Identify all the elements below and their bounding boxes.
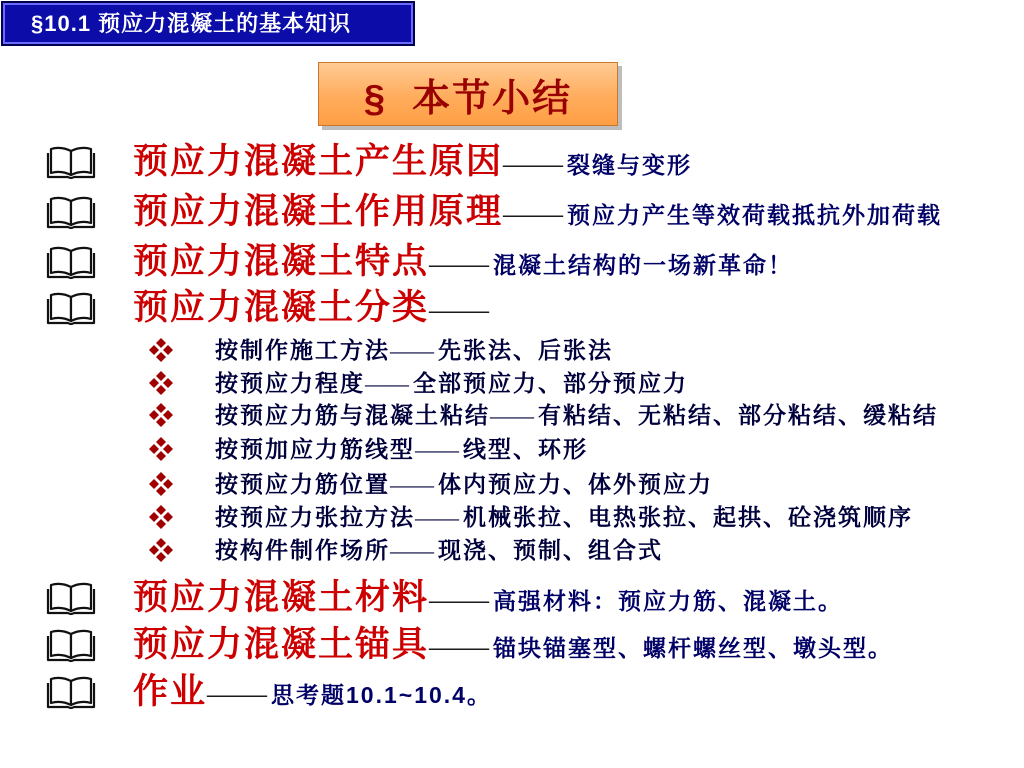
- classification-subitem-detail: 体内预应力、体外预应力: [438, 471, 713, 497]
- classification-subitem-text: [215, 399, 938, 431]
- classification-subitem-text: [215, 334, 613, 366]
- classification-subitem: [0, 367, 1024, 399]
- four-diamond-icon: [148, 402, 174, 428]
- summary-item-dash: ——: [207, 677, 268, 710]
- summary-item-dash: ——: [503, 197, 564, 230]
- classification-subitem-dash: ——: [415, 437, 459, 462]
- classification-subitem-text: [215, 433, 588, 465]
- four-diamond-icon: [148, 370, 174, 396]
- section-badge: [1, 1, 415, 46]
- summary-item-label: 预应力混凝土锚具: [133, 625, 430, 664]
- summary-item-detail: 高强材料：预应力筋、混凝土。: [493, 588, 844, 614]
- summary-item-text: [133, 623, 893, 667]
- summary-item-detail: 思考题10.1~10.4。: [271, 682, 492, 708]
- classification-subitem: [0, 334, 1024, 366]
- summary-item: [0, 240, 1024, 284]
- open-book-icon: [46, 290, 96, 326]
- summary-item-homework: [0, 670, 1024, 714]
- summary-item-dash: ——: [429, 293, 490, 326]
- summary-title-box: [318, 62, 618, 126]
- classification-subitem-detail: 线型、环形: [463, 436, 588, 462]
- classification-subitem: [0, 534, 1024, 566]
- summary-item-detail: 锚块锚塞型、螺杆螺丝型、墩头型。: [493, 635, 894, 661]
- summary-item: [0, 576, 1024, 620]
- classification-subitem-text: [215, 501, 913, 533]
- classification-subitem-text: [215, 367, 688, 399]
- summary-item-label: 预应力混凝土特点: [133, 242, 430, 281]
- summary-item-text: [133, 670, 492, 714]
- classification-subitem-text: [215, 534, 663, 566]
- summary-item: [0, 623, 1024, 667]
- classification-subitem-text: [215, 468, 713, 500]
- open-book-icon: [46, 244, 96, 280]
- summary-item: [0, 190, 1024, 234]
- summary-item-text: [133, 140, 692, 184]
- section-badge-text: §10.1 预应力混凝土的基本知识: [31, 11, 352, 36]
- classification-subitem-label: 按预应力筋与混凝土粘结: [215, 402, 490, 428]
- four-diamond-icon: [148, 471, 174, 497]
- summary-item-text: [133, 240, 793, 284]
- classification-subitem-dash: ——: [415, 505, 459, 530]
- four-diamond-icon: [148, 436, 174, 462]
- open-book-icon: [46, 144, 96, 180]
- summary-item-label: 预应力混凝土材料: [133, 578, 430, 617]
- classification-subitem-label: 按预应力张拉方法: [215, 504, 415, 530]
- open-book-icon: [46, 627, 96, 663]
- summary-item-classification: [0, 286, 1024, 330]
- summary-item-dash: ——: [429, 583, 490, 616]
- summary-item-text: [133, 190, 942, 234]
- summary-item-dash: ——: [429, 630, 490, 663]
- summary-item-detail: 混凝土结构的一场新革命！: [493, 252, 794, 278]
- summary-item-text: [133, 576, 843, 620]
- summary-item-dash: ——: [503, 147, 564, 180]
- classification-subitem: [0, 501, 1024, 533]
- summary-item-label: 预应力混凝土分类: [133, 288, 430, 327]
- classification-subitem-label: 按预应力程度: [215, 370, 365, 396]
- open-book-icon: [46, 194, 96, 230]
- classification-subitem-detail: 先张法、后张法: [438, 337, 613, 363]
- summary-item-label: 预应力混凝土作用原理: [133, 192, 504, 231]
- summary-title: § 本节小结: [363, 77, 573, 120]
- classification-subitem: [0, 468, 1024, 500]
- four-diamond-icon: [148, 337, 174, 363]
- classification-subitem-detail: 有粘结、无粘结、部分粘结、缓粘结: [538, 402, 938, 428]
- open-book-icon: [46, 580, 96, 616]
- classification-subitem: [0, 433, 1024, 465]
- summary-item-detail: 裂缝与变形: [567, 152, 693, 178]
- summary-item-detail: 预应力产生等效荷载抵抗外加荷载: [567, 202, 943, 228]
- summary-item-dash: ——: [429, 247, 490, 280]
- classification-subitem-dash: ——: [390, 472, 434, 497]
- four-diamond-icon: [148, 504, 174, 530]
- open-book-icon: [46, 674, 96, 710]
- classification-subitem-label: 按预加应力筋线型: [215, 436, 415, 462]
- classification-subitem-detail: 现浇、预制、组合式: [438, 537, 663, 563]
- classification-subitem-dash: ——: [390, 538, 434, 563]
- classification-subitem-label: 按预应力筋位置: [215, 471, 390, 497]
- classification-subitem-dash: ——: [490, 403, 534, 428]
- summary-item-text: [133, 286, 489, 330]
- classification-subitem-detail: 机械张拉、电热张拉、起拱、砼浇筑顺序: [463, 504, 913, 530]
- classification-subitem: [0, 399, 1024, 431]
- four-diamond-icon: [148, 537, 174, 563]
- classification-subitem-dash: ——: [365, 371, 409, 396]
- summary-item-label: 作业: [133, 672, 208, 711]
- classification-subitem-label: 按制作施工方法: [215, 337, 390, 363]
- summary-item: [0, 140, 1024, 184]
- classification-subitem-dash: ——: [390, 338, 434, 363]
- classification-subitem-detail: 全部预应力、部分预应力: [413, 370, 688, 396]
- summary-item-label: 预应力混凝土产生原因: [133, 142, 504, 181]
- classification-subitem-label: 按构件制作场所: [215, 537, 390, 563]
